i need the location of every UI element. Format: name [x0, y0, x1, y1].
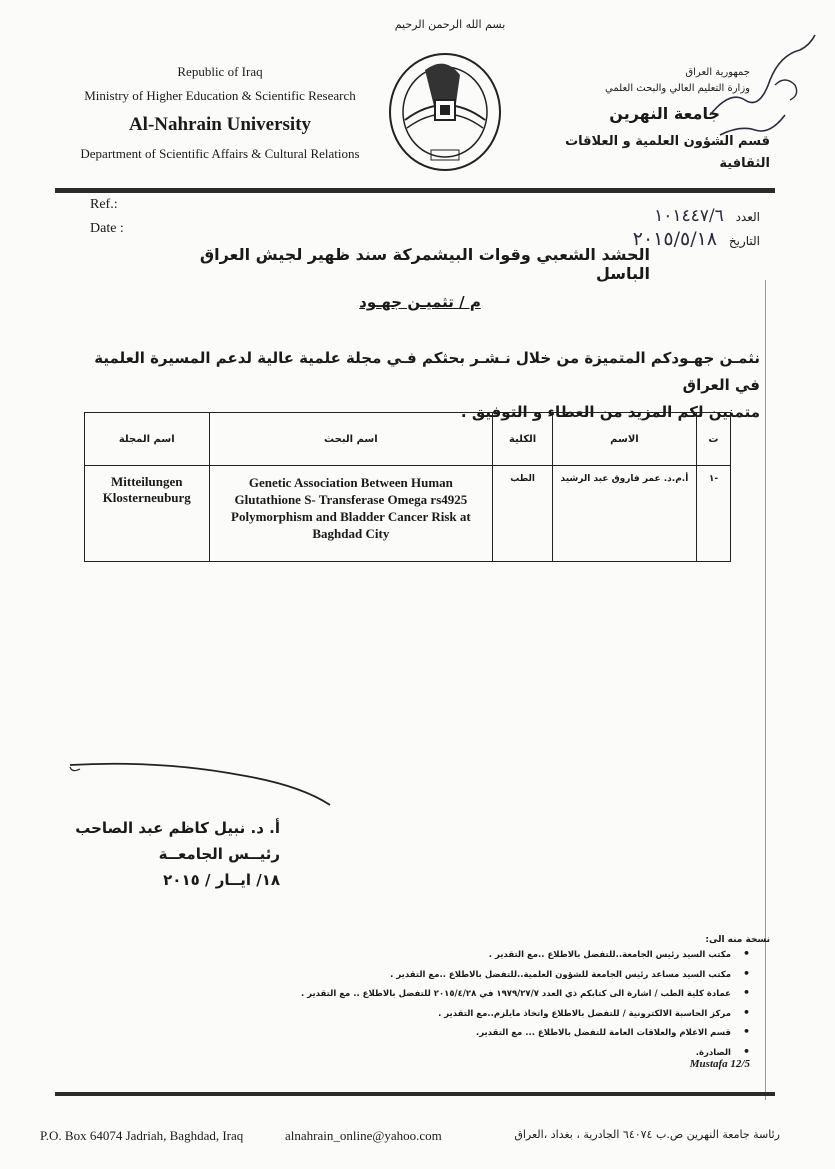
col-college: الكلية [493, 413, 553, 466]
ref-label: Ref.: [90, 197, 118, 212]
signatory-name: أ. د. نبيل كاظم عبد الصاحب [75, 819, 280, 837]
list-item: • مكتب السيد مساعد رئيس الجامعة للشؤون العلمية..للتفضل بالاطلاع ..مع التقدير . [300, 965, 750, 985]
table-header-row [85, 413, 731, 466]
signatory [70, 815, 280, 893]
department-en: Department of Scientific Affairs & Cultural Relations [80, 146, 360, 161]
list-item: • الصادرة. [300, 1043, 750, 1063]
number-field [600, 206, 760, 226]
signature-date: ١٨/ ايــار / ٢٠١٥ [163, 871, 280, 889]
research-table [84, 412, 731, 562]
basmala: بسم الله الرحمن الرحيم [394, 18, 506, 31]
list-item: • عمادة كلية الطب / اشارة الى كتابكم ذي العدد ١٩٧٩/٢٧/٧ في ٢٠١٥/٤/٢٨ للتفضل بالاطلاع .. مع التقدير . [300, 984, 750, 1004]
cell-journal: Mitteilungen Klosterneuburg [85, 466, 210, 562]
footer-email[interactable]: alnahrain_online@yahoo.com [285, 1128, 442, 1143]
cell-research: Genetic Association Between Human Glutathione S- Transferase Omega rs4925 Polymorphism and Bladder Cancer Risk at Baghdad City [209, 466, 493, 562]
footer-address-ar: رئاسة جامعة النهرين ص.ب ٦٤٠٧٤ الجادرية ، بغداد ،العراق [514, 1128, 780, 1141]
cell-name: أ.م.د. عمر فاروق عبد الرشيد [552, 466, 696, 562]
university-name-ar: جامعة النهرين [609, 104, 720, 123]
list-item: • مركز الحاسبة الالكترونية / للتفضل بالاطلاع واتخاذ مايلزم..مع التقدير . [300, 1004, 750, 1024]
body-line-2: متمنين لكم المزيد من العطاء و التوفيق . [460, 403, 760, 421]
col-seq: ت [696, 413, 730, 466]
republic-label-ar: جمهورية العراق [685, 67, 750, 78]
table-row [85, 466, 731, 562]
number-label: العدد [735, 210, 760, 224]
ministry-label: Ministry of Higher Education & Scientific Research [84, 88, 356, 103]
subject-line: الحشد الشعبي وقوات البيشمركة سند ظهير لجيش العراق الباسل [199, 245, 650, 283]
col-name: الاسم [552, 413, 696, 466]
republic-label: Republic of Iraq [177, 64, 263, 79]
cell-college: الطب [493, 466, 553, 562]
margin-line [765, 280, 766, 1100]
number-value: ١٠١٤٤٧/٦ [654, 206, 724, 226]
footer-address-en: P.O. Box 64074 Jadriah, Baghdad, Iraq [40, 1128, 244, 1143]
date-ar-label: التاريخ [728, 234, 760, 248]
col-research: اسم البحث [209, 413, 493, 466]
header-divider [55, 188, 775, 193]
university-logo-icon [385, 50, 505, 175]
typist-initials: Mustafa 12/5 [689, 1058, 750, 1070]
cc-list [300, 945, 750, 1062]
date-label: Date : [90, 221, 124, 236]
cc-heading: نسخة منه الى: [705, 935, 770, 945]
signatory-title: رئيــس الجامعــة [158, 845, 280, 863]
re-line: م / تثميـن جهـود [359, 293, 481, 311]
header-english [60, 60, 380, 166]
list-item: • قسم الاعلام والعلاقات العامة للتفضل بالاطلاع ... مع التقدير. [300, 1023, 750, 1043]
cell-seq: ١- [696, 466, 730, 562]
signature-stroke-icon [60, 755, 340, 815]
department-ar: قسم الشؤون العلمية و العلاقات الثقافية [565, 134, 770, 171]
list-item: • مكتب السيد رئيس الجامعة..للتفضل بالاطلاع ..مع التقدير . [300, 945, 750, 965]
footer-divider [55, 1092, 775, 1096]
body-line-1: نثمـن جهـودكم المتميزة من خلال نـشـر بحثكم فـي مجلة علمية عالية لدعم المسيرة العلمية في العراق [94, 349, 760, 394]
date-value: ٢٠١٥/٥/١٨ [632, 228, 718, 250]
col-journal: اسم المجلة [85, 413, 210, 466]
ministry-label-ar: وزارة التعليم العالي والبحث العلمي [605, 83, 750, 94]
university-name-en: Al-Nahrain University [128, 114, 312, 135]
handwritten-annotation-icon [700, 30, 820, 140]
